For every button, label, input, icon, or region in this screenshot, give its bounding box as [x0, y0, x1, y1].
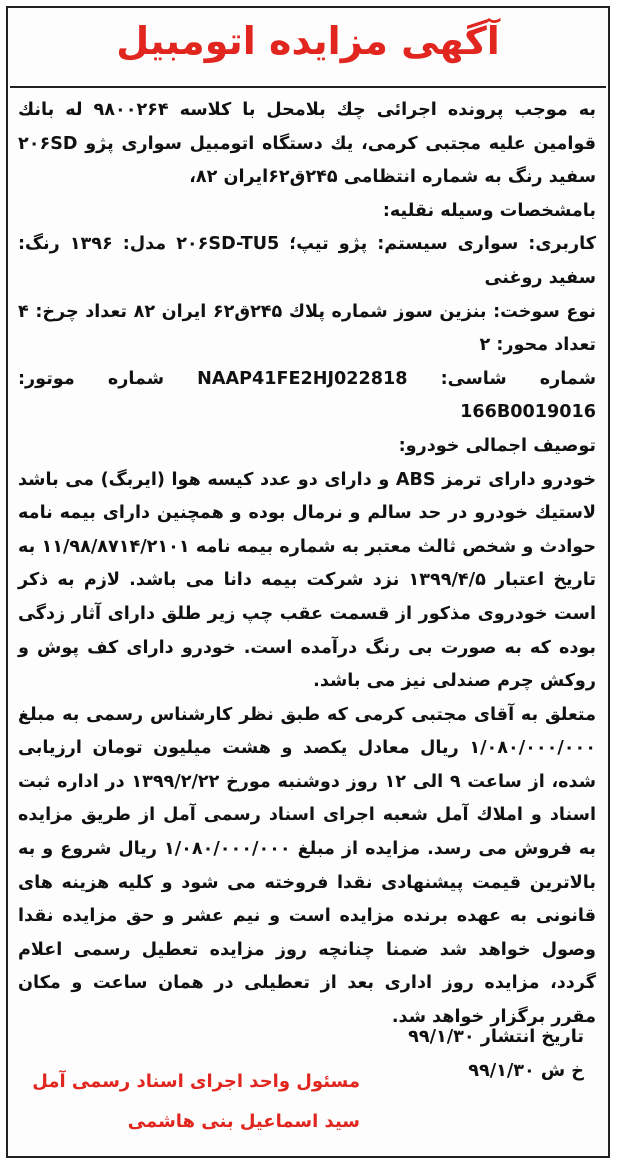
signature-title: مسئول واحد اجرای اسناد رسمی آمل	[32, 1071, 360, 1092]
auction-notice	[6, 6, 610, 1158]
paragraph-usage: كاربری: سواری سیستم: پژو تیپ؛ ۲۰۶SD-TU5 مدل: ۱۳۹۶ رنگ: سفید روغنی	[18, 234, 596, 288]
paragraph-specs-heading: بامشخصات وسیله نقلیه:	[382, 200, 596, 221]
notice-title: آگهی مزایده اتومبیل	[116, 19, 500, 63]
paragraph-description: خودرو دارای ترمز ABS و دارای دو عدد كیسه هوا (ایربگ) می باشد لاستیك خودرو در حد سالم و نرمال بوده و همچنین دارای بیمه نامه حوادث و شخص ثالث معتبر به شماره بیمه نامه ۱۱/۹۸/۸۷۱۴/۲۱۰۱ به تاریخ اعتبار ۱۳۹۹/۴/۵ نزد شركت بیمه دانا می باشد. لازم به ذكر است خودروی مذكور از قسمت عقب چپ زیر طلق دارای آثار زدگی بوده كه به صورت بی رنگ درآمده است. خودرو دارای كف پوش و روكش چرم صندلی نیز می باشد.	[18, 469, 597, 692]
paragraph-fuel: نوع سوخت: بنزین سوز شماره پلاك ۲۴۵ق۶۲ ایران ۸۲ تعداد چرخ: ۴ تعداد محور: ۲	[18, 301, 596, 356]
signature-block	[30, 1062, 360, 1142]
dates-block	[408, 1020, 584, 1088]
notice-body	[18, 94, 596, 1035]
title-divider	[10, 86, 606, 88]
paragraph-chassis: شماره شاسی: NAAP41FE2HJ022818 شماره موتور: 166B0019016	[18, 368, 596, 423]
reference-code: خ ش ۹۹/۱/۳۰	[468, 1061, 584, 1081]
paragraph-description-heading: توصیف اجمالی خودرو:	[398, 435, 596, 456]
publish-date: تاریخ انتشار ۹۹/۱/۳۰	[408, 1027, 584, 1047]
paragraph-auction-terms: متعلق به آقای مجتبی كرمی كه طبق نظر كارشناس رسمی به مبلغ ۱/۰۸۰/۰۰۰/۰۰۰ ریال معادل یكصد و هشت میلیون تومان ارزیابی شده، از ساعت ۹ الی ۱۲ روز دوشنبه مورخ ۱۳۹۹/۲/۲۲ در اداره ثبت اسناد و املاك آمل شعبه اجرای اسناد رسمی آمل از طریق مزایده به فروش می رسد. مزایده از مبلغ ۱/۰۸۰/۰۰۰/۰۰۰ ریال شروع و به بالاترین قیمت پیشنهادی نقدا فروخته می شود و كلیه هزینه های قانونی به عهده برنده مزایده است و نیم عشر و حق مزایده نقدا وصول خواهد شد ضمنا چنانچه روز مزایده تعطیل رسمی اعلام گردد، مزایده روز اداری بعد از تعطیلی در همان ساعت و مكان مقرر برگزار خواهد شد.	[18, 704, 596, 1028]
paragraph-case: به موجب پرونده اجرائی چك بلامحل با كلاسه ۹۸۰۰۲۶۴ له بانك قوامین علیه مجتبی كرمی، یك دستگاه اتومبیل سواری پژو ۲۰۶SD سفید رنگ به شماره انتظامی ۲۴۵ق۶۲ایران ۸۲،	[18, 100, 596, 188]
signature-name: سید اسماعیل بنی هاشمی	[127, 1111, 360, 1132]
